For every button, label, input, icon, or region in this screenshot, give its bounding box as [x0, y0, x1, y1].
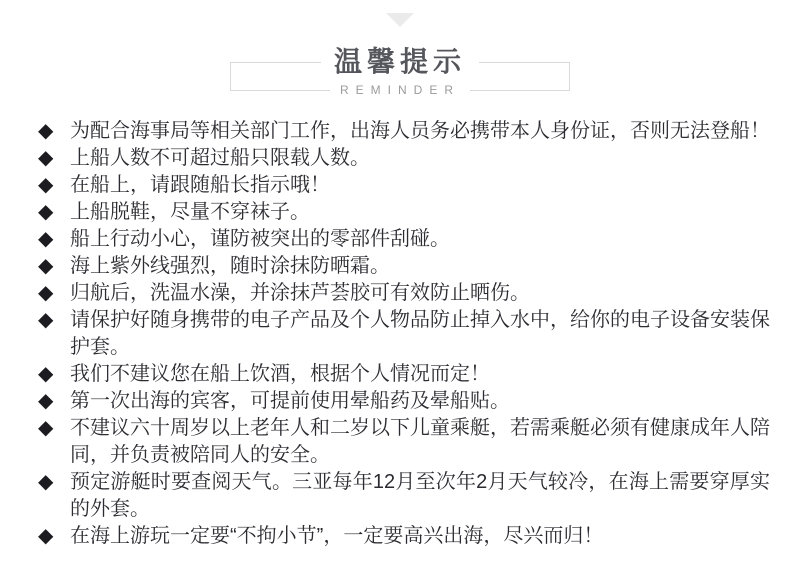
diamond-bullet-icon: ◆	[38, 309, 54, 331]
triangle-down-icon	[386, 13, 414, 27]
diamond-bullet-icon: ◆	[38, 390, 54, 412]
diamond-bullet-icon: ◆	[38, 228, 54, 250]
list-item	[38, 253, 770, 280]
diamond-bullet-icon: ◆	[38, 120, 54, 142]
page-title: 温馨提示	[321, 46, 479, 78]
notice-text: 海上紫外线强烈，随时涂抹防晒霜。	[70, 255, 390, 277]
notice-text: 为配合海事局等相关部门工作，出海人员务必携带本人身份证，否则无法登船！	[70, 120, 770, 142]
notice-text: 归航后，洗温水澡，并涂抹芦荟胶可有效防止晒伤。	[70, 282, 530, 304]
page-subtitle: REMINDER	[330, 82, 470, 99]
diamond-bullet-icon: ◆	[38, 255, 54, 277]
notice-text: 在船上，请跟随船长指示哦！	[70, 174, 330, 196]
list-item	[38, 226, 770, 253]
diamond-bullet-icon: ◆	[38, 363, 54, 385]
list-item	[38, 469, 770, 523]
title-frame	[230, 46, 570, 97]
notice-list	[0, 118, 800, 550]
diamond-bullet-icon: ◆	[38, 417, 54, 439]
diamond-bullet-icon: ◆	[38, 282, 54, 304]
diamond-bullet-icon: ◆	[38, 174, 54, 196]
notice-text: 船上行动小心，谨防被突出的零部件刮碰。	[70, 228, 450, 250]
list-item	[38, 361, 770, 388]
list-item	[38, 118, 770, 145]
diamond-bullet-icon: ◆	[38, 471, 54, 493]
list-item	[38, 388, 770, 415]
notice-text: 上船人数不可超过船只限载人数。	[70, 147, 370, 169]
notice-text: 不建议六十周岁以上老年人和二岁以下儿童乘艇，若需乘艇必须有健康成年人陪同，并负责被陪同人的安全。	[70, 417, 770, 466]
notice-text: 上船脱鞋，尽量不穿袜子。	[70, 201, 310, 223]
list-item	[38, 145, 770, 172]
reminder-notice-page	[0, 13, 800, 583]
notice-text: 第一次出海的宾客，可提前使用晕船药及晕船贴。	[70, 390, 510, 412]
notice-text: 请保护好随身携带的电子产品及个人物品防止掉入水中，给你的电子设备安装保护套。	[70, 309, 770, 358]
diamond-bullet-icon: ◆	[38, 201, 54, 223]
list-item	[38, 415, 770, 469]
notice-text: 在海上游玩一定要“不拘小节”，一定要高兴出海，尽兴而归！	[70, 525, 604, 547]
list-item	[38, 523, 770, 550]
notice-text: 我们不建议您在船上饮酒，根据个人情况而定！	[70, 363, 490, 385]
notice-text: 预定游艇时要查阅天气。三亚每年12月至次年2月天气较冷，在海上需要穿厚实的外套。	[70, 471, 770, 520]
list-item	[38, 172, 770, 199]
list-item	[38, 307, 770, 361]
list-item	[38, 280, 770, 307]
diamond-bullet-icon: ◆	[38, 147, 54, 169]
diamond-bullet-icon: ◆	[38, 525, 54, 547]
list-item	[38, 199, 770, 226]
